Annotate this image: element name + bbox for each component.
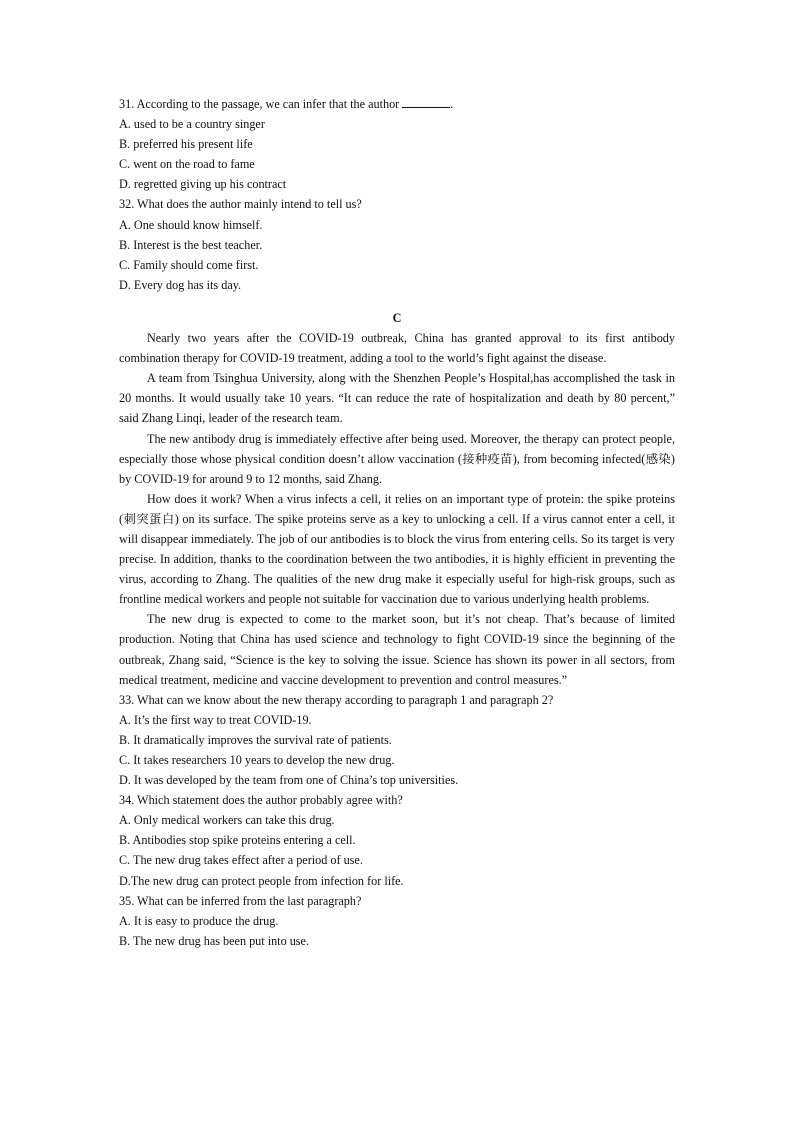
option-b: B. preferred his present life: [119, 137, 253, 152]
question-34-stem: 34. Which statement does the author probably agree with?: [119, 793, 403, 808]
option-a: A. One should know himself.: [119, 217, 263, 232]
question-34: [119, 790, 675, 890]
passage-paragraph-1: Nearly two years after the COVID-19 outbreak, China has granted approval to its first antibody combination therapy for COVID-19 treatment, adding a tool to the world’s fight against the disease.: [119, 331, 675, 366]
question-31: [119, 94, 675, 194]
question-31-stem-end: .: [450, 97, 454, 111]
option-c: C. It takes researchers 10 years to develop the new drug.: [119, 753, 395, 767]
question-31-stem-text: 31. According to the passage, we can infer that the author: [119, 97, 400, 111]
passage: [119, 328, 675, 690]
passage-paragraph-4: How does it work? When a virus infects a cell, it relies on an important type of protein: the spike proteins (刺突蛋白) on its surface. The spike proteins serve as a key to unlocking a cell. If a virus cannot enter a cell, it will disappear immediately. The job of our antibodies is to block the virus from entering cells. So its target is very precise. In addition, thanks to the coordination between the two antibodies, it is highly efficient in preventing the virus, according to Zhang. The qualities of the new drug make it especially useful for high-risk groups, such as frontline medical workers and people not suitable for vaccination due to various underlying health problems.: [119, 491, 675, 607]
question-31-stem: [119, 94, 675, 114]
passage-paragraph-5: The new drug is expected to come to the market soon, but it’s not cheap. That’s because of limited production. Noting that China has used science and technology to fight COVID-19 since the beginning of the outbreak, Zhang said, “Science is the key to solving the issue. Science has shown its power in all sectors, from medical treatment, medicine and vaccine development to prevention and control measures.”: [119, 612, 675, 687]
option-a: A. It is easy to produce the drug.: [119, 913, 279, 928]
option-a: A. Only medical workers can take this drug.: [119, 813, 335, 828]
option-c: C. Family should come first.: [119, 257, 259, 272]
question-32: [119, 194, 675, 294]
option-c: C. The new drug takes effect after a period of use.: [119, 853, 363, 868]
question-35-stem: 35. What can be inferred from the last paragraph?: [119, 893, 362, 908]
option-d: D.The new drug can protect people from infection for life.: [119, 873, 404, 888]
option-c: C. went on the road to fame: [119, 157, 255, 172]
option-b: B. It dramatically improves the survival rate of patients.: [119, 732, 392, 747]
question-32-stem: 32. What does the author mainly intend to tell us?: [119, 197, 362, 212]
question-33-stem: 33. What can we know about the new therapy according to paragraph 1 and paragraph 2?: [119, 692, 554, 707]
option-d: D. It was developed by the team from one of China’s top universities.: [119, 773, 459, 788]
passage-paragraph-2: A team from Tsinghua University, along with the Shenzhen People’s Hospital,has accomplished the task in 20 months. It would usually take 10 years. “It can reduce the rate of hospitalization and death by 80 percent,” said Zhang Linqi, leader of the research team.: [119, 371, 675, 426]
option-b: B. The new drug has been put into use.: [119, 933, 310, 948]
option-d: D. Every dog has its day.: [119, 277, 242, 292]
option-b: B. Interest is the best teacher.: [119, 237, 263, 252]
option-d: D. regretted giving up his contract: [119, 177, 287, 192]
question-35: [119, 891, 675, 951]
passage-paragraph-3: The new antibody drug is immediately effective after being used. Moreover, the therapy can protect people, especially those whose physical condition doesn’t allow vaccination (接种疫苗), from becoming infected(感染) by COVID-19 for around 9 to 12 months, said Zhang.: [119, 431, 675, 486]
section-title: C: [392, 310, 402, 325]
option-a: A. used to be a country singer: [119, 117, 265, 132]
option-b: B. Antibodies stop spike proteins entering a cell.: [119, 833, 356, 848]
option-a: A. It’s the first way to treat COVID-19.: [119, 712, 312, 727]
question-33: [119, 690, 675, 790]
document-page: [119, 94, 675, 951]
answer-blank: [402, 95, 450, 108]
